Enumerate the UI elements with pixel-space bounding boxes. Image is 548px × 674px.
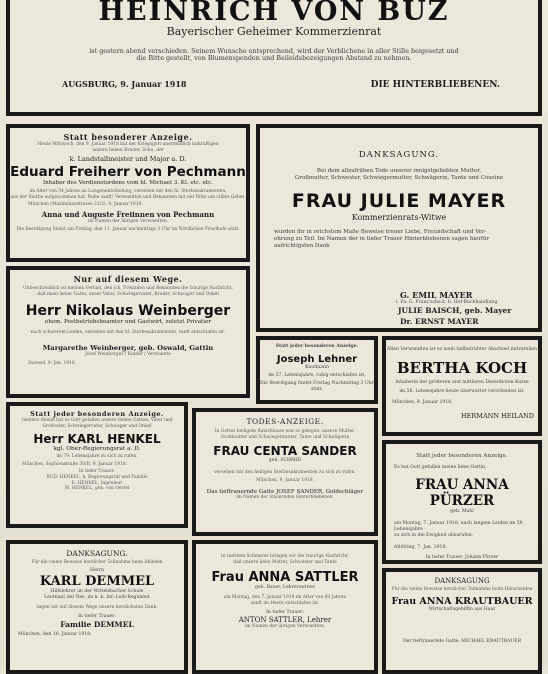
notice-mayer-name: FRAU JULIE MAYER bbox=[291, 190, 507, 212]
notice-henkel-survivor2: E. HENKEL, Ingenieur bbox=[71, 480, 123, 486]
notice-buz-name: HEINRICH VON BUZ bbox=[98, 0, 450, 27]
notice-buz-signoff: DIE HINTERBLIEBENEN. bbox=[370, 80, 500, 90]
notice-mayer-body1: Bei dem allzufrühen Tode unserer innigstgeliebten Mutter, bbox=[316, 168, 482, 174]
notice-buz-place: AUGSBURG, 9. Januar 1918 bbox=[62, 79, 187, 89]
notice-sattler-body2: am Montag, den 7. Januar 1918 im Alter von 80 Jahren bbox=[223, 595, 347, 601]
notice-sander-body2: Großmutter und Schwiegermutter, Tante und Schwägerin bbox=[220, 434, 350, 440]
notice-henkel-grief: In tiefer Trauer: bbox=[78, 469, 116, 475]
notice-mayer-body2: Großmutter, Schwester, Schwiegermutter, Schwägerin, Tante und Cousine bbox=[294, 175, 504, 181]
notice-buz-text1: ist gestern abend verschieden. Seinem Wunsche entsprechend, wird der Verblichene in aller Stille beigesetzt und bbox=[89, 47, 459, 55]
notice-koch bbox=[382, 336, 542, 436]
notice-krautbauer bbox=[382, 568, 542, 674]
notice-mayer-sig1: G. EMIL MAYER bbox=[400, 290, 473, 300]
notice-henkel-survivor1: RUD. HENKEL, k. Regierungsrat und Familie bbox=[46, 474, 148, 480]
notice-demmel-name: KARL DEMMEL bbox=[39, 573, 155, 589]
notice-weinberger-body3: nach schwerem Leiden, versehen mit den hl. Sterbesakramenten, sanft entschlafen ist. bbox=[30, 330, 226, 336]
notice-lehner-heading: Statt jeder besonderen Anzeige. bbox=[275, 344, 359, 349]
notice-demmel-survivor: Familie DEMMEL bbox=[60, 620, 134, 630]
notice-mayer-sig1-note: i. Fa. G. Franz'sche k. b. Hof-Buchhandlung bbox=[396, 300, 498, 305]
notice-demmel-title: Hilfslehrer an der Wittelsbacher-Schule bbox=[50, 588, 144, 594]
notice-henkel-name: Herr KARL HENKEL bbox=[33, 432, 161, 447]
notice-pechmann-body4: aus der Sterbe aufgenommen hat. Ruhe sanft! Verwandten und Bekannten mit der Bitte um stilles Gebet. bbox=[10, 194, 246, 200]
notice-pechmann-funeral: Die Beerdigung findet am Freitag, den 11. Januar nachmittags 3 Uhr im Nördlichen Friedhofe statt. bbox=[16, 226, 240, 232]
notice-mayer-heading: DANKSAGUNG. bbox=[358, 150, 440, 160]
notice-pechmann-body2: unsern lieben Bruder, Sohn, der bbox=[92, 147, 164, 153]
notice-sander-born: geb. SCHMID bbox=[268, 458, 302, 464]
notice-krautbauer-body2: Wirtschaftsgehilfin aus Haar bbox=[428, 606, 496, 612]
notice-pechmann-honor: Inhaber des Verdienstordens vom hl. Michael 3. Kl. etc. etc. bbox=[42, 180, 214, 187]
notice-sattler-body3: sanft im Herrn entschlafen ist. bbox=[250, 600, 320, 606]
notice-puerzer-survivor: In tiefer Trauer: Johann Pürzer bbox=[425, 555, 499, 560]
notice-weinberger-body1: Unbeschreiblich ist meinen Verlust, den ich, Freunden und Bekannten die traurige Nachricht, bbox=[23, 286, 233, 291]
notice-pechmann-heading: Statt besonderer Anzeige. bbox=[63, 132, 193, 142]
notice-weinberger-occupation: ehem. Postbetriebsbeamter und Gastwirt, zuletzt Privatier bbox=[44, 319, 212, 326]
notice-weinberger-place: Zwiesel, 9. Jan. 1918. bbox=[28, 361, 77, 367]
notice-buz bbox=[6, 0, 542, 116]
notice-henkel-place: München, Sophienstraße 30/II, 9. Januar 1918. bbox=[22, 461, 128, 467]
notice-koch-heading: Allen Verwandten ist es mein tiefbetrübter Abschied mitzuteilen bbox=[387, 347, 537, 352]
notice-lehner bbox=[256, 336, 378, 404]
notice-sattler-body1: daß unsere liebe Mutter, Schwester und Tante bbox=[233, 559, 337, 565]
notice-puerzer-place: Altötting, 7. Jan. 1918. bbox=[394, 545, 447, 550]
notice-sander-body1: In Gottes heiligem Ratschlusse war es gelegen, unsere Mutter, bbox=[214, 429, 356, 434]
notice-henkel-title: kgl. Ober-Regierungsrat a. D. bbox=[53, 446, 141, 453]
notice-mayer-sig3: Dr. ERNST MAYER bbox=[400, 317, 479, 326]
notice-sander-name: FRAU CENTA SANDER bbox=[213, 444, 357, 459]
notice-puerzer bbox=[382, 440, 542, 564]
notice-krautbauer-name: Frau ANNA KRAUTBAUER bbox=[391, 595, 533, 607]
notice-weinberger-survivor: Margarethe Weinberger, geb. Oswald, Gattin bbox=[42, 343, 214, 352]
notice-koch-place: München, 9. Januar 1918. bbox=[392, 400, 453, 405]
notice-sattler-grief: In tiefer Trauer: bbox=[266, 610, 304, 616]
notice-sattler-heading: In tiefstem Schmerze bringen wir die traurige Nachricht, bbox=[221, 554, 349, 559]
notice-mayer bbox=[256, 124, 542, 332]
notice-buz-text2: die Bitte gestellt, von Blumenspenden und Beileidsbezeigungen Abstand zu nehmen. bbox=[136, 54, 412, 62]
notice-sander-body3: versehen mit den heiligen Sterbesakramenten zu sich zu rufen. bbox=[214, 470, 356, 476]
notice-demmel bbox=[6, 540, 188, 674]
notice-weinberger-body2: daß mein lieber Gatte, unser Vater, Schwiegervater, Bruder, Schwager und Onkel bbox=[37, 291, 219, 297]
notice-demmel-grief: In tiefer Trauer: bbox=[78, 614, 116, 620]
notice-pechmann-name: Eduard Freiherr von Pechmann bbox=[10, 164, 246, 181]
notice-mayer-body5: aufrichtigsten Dank bbox=[274, 243, 330, 249]
notice-weinberger-name: Herr Nikolaus Weinberger bbox=[25, 303, 231, 320]
notice-henkel-age: im 79. Lebensjahre zu sich zu rufen. bbox=[56, 454, 138, 460]
notice-krautbauer-heading: DANKSAGUNG bbox=[434, 577, 490, 585]
notice-lehner-body2: im 57. Lebensjahre, ruhig entschlafen ist. bbox=[268, 373, 366, 378]
notice-koch-name: BERTHA KOCH bbox=[396, 359, 528, 377]
notice-krautbauer-survivor: Der tieftrauernde Gatte: MICHAEL KRAUTBAUER bbox=[402, 638, 522, 644]
notice-demmel-heading: DANKSAGUNG. bbox=[66, 549, 128, 558]
notice-sander-place: München, 9. Januar 1918. bbox=[256, 477, 314, 483]
notice-pechmann bbox=[6, 124, 250, 262]
notice-henkel bbox=[6, 402, 188, 528]
notice-demmel-body1: Für die vielen Beweise herzlicher Teilnahme beim Ableben bbox=[31, 560, 163, 565]
notice-pechmann-body1: Heute Mittwoch, den 9. Januar 1918 hat der Kriegsgott unermüdlich tatkräftigen bbox=[37, 142, 219, 147]
notice-sattler-note: im Namen der übrigen Verwandten. bbox=[244, 624, 326, 630]
notice-pechmann-rank: k. Landstallmeister und Major a. D. bbox=[69, 155, 187, 164]
notice-sander bbox=[192, 408, 378, 536]
notice-sattler-born: geb. Bauer, Lehrerswitwe bbox=[254, 585, 316, 591]
notice-sattler bbox=[192, 540, 378, 674]
notice-mayer-subtitle: Kommerzienrats-Witwe bbox=[351, 213, 447, 222]
notice-puerzer-body3: zu sich in die Ewigkeit abzurufen. bbox=[394, 533, 474, 538]
notice-lehner-body3: Die Beerdigung findet Freitag Nachmittag 3 Uhr statt. bbox=[260, 381, 374, 392]
notice-sattler-survivor: ANTON SATTLER, Lehrer bbox=[238, 616, 332, 625]
notice-weinberger-family: Josef Weinberger / Kinder / Verwandte bbox=[85, 351, 171, 357]
notice-krautbauer-body1: Für die vielen Beweise herzlicher Teilnahme beim Hinscheiden bbox=[391, 587, 533, 592]
notice-henkel-survivor3: M. HENKEL, geb. von Oertel bbox=[64, 486, 130, 492]
notice-pechmann-place: München (Maximilianstrasse 21/2), 9. Januar 1918. bbox=[28, 202, 143, 208]
notice-koch-body1: im 58. Lebensjahre heute unerwartet verschieden ist. bbox=[399, 389, 525, 394]
notice-demmel-body2: sagen wir auf diesem Wege unsern herzlichsten Dank. bbox=[36, 604, 158, 610]
notice-mayer-body4: ehrung zu Teil. Im Namen der in tiefer Trauer Hinterbliebenen sagen hierfür bbox=[274, 236, 490, 242]
notice-henkel-body2: Großvater, Schwiegervater, Schwager und Onkel bbox=[42, 423, 152, 429]
notice-puerzer-name: FRAU ANNA PÜRZER bbox=[415, 477, 509, 509]
notice-mayer-body3: wurden ihr in reichstem Maße Beweise treuer Liebe, Freundschaft und Ver- bbox=[274, 229, 487, 235]
notice-pechmann-survivor-note: im Namen der übrigen Verwandten. bbox=[87, 218, 169, 224]
notice-sander-heading: TODES-ANZEIGE. bbox=[246, 417, 324, 426]
notice-puerzer-born: geb. Mahl bbox=[450, 509, 474, 514]
notice-koch-survivor: HERMANN HEILAND bbox=[461, 412, 534, 420]
notice-sattler-name: Frau ANNA SATTLER bbox=[211, 570, 359, 586]
notice-lehner-body1: Kaufmann bbox=[305, 365, 329, 370]
notice-mayer-sig2: JULIE BAISCH, geb. Mayer bbox=[398, 306, 512, 315]
notice-henkel-body1: Gestern Abend hat es Gott gefallen unsere lieben Gatten, Vater und bbox=[21, 418, 173, 423]
notice-weinberger bbox=[6, 266, 250, 398]
notice-puerzer-heading: Statt jeder besonderen Anzeige. bbox=[416, 453, 508, 459]
notice-demmel-title2: Leutnant der Res. im k. b. Inf.-Leib-Regiment bbox=[44, 594, 150, 600]
notice-sander-note: im Namen der trauernden Hinterbliebenen. bbox=[236, 495, 334, 501]
notice-pechmann-body3: im Alter von 54 Jahren an Lungenentzündung, versehen mit den hl. Sterbesakramenten, bbox=[29, 189, 227, 195]
notice-puerzer-body2: am Montag, 7. Januar 1918, nach langem Leiden im 59. Lebensjahre bbox=[394, 521, 525, 532]
notice-demmel-place: München, den 10. Januar 1918. bbox=[18, 632, 92, 638]
notice-koch-subtitle: Inhaberin der größeren und mittleren Dienstboten-Kurse bbox=[395, 380, 529, 385]
notice-puerzer-body1: Es hat Gott gefallen meine liebe Gattin, bbox=[394, 465, 487, 470]
notice-weinberger-heading: Nur auf diesem Wege. bbox=[73, 274, 183, 284]
notice-pechmann-survivor: Anna und Auguste Freiinnen von Pechmann bbox=[41, 209, 215, 219]
notice-henkel-heading: Statt jeder besonderen Anzeige. bbox=[30, 410, 164, 418]
notice-lehner-name: Joseph Lehner bbox=[276, 354, 358, 365]
notice-buz-title: Bayerischer Geheimer Kommerzienrat bbox=[166, 25, 382, 38]
notice-demmel-honor: Herrn bbox=[89, 567, 105, 573]
notice-sander-survivor: Das tieftrauernde Gatte JOSEF SANDER, Goldschläger bbox=[206, 489, 364, 496]
